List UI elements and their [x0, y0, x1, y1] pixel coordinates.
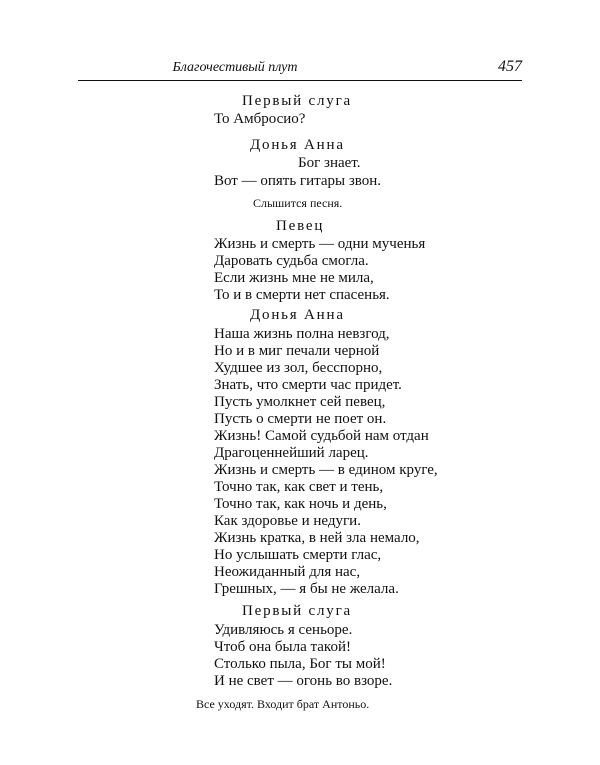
verse-line: Точно так, как ночь и день,	[214, 496, 387, 512]
verse-line: Жизнь и смерть — в едином круге,	[214, 462, 438, 478]
verse-line: Но услышать смерти глас,	[214, 547, 382, 563]
verse-line: Жизнь! Самой судьбой нам отдан	[214, 428, 429, 444]
stage-direction: Слышится песня.	[253, 196, 343, 210]
speaker-name: Донья Анна	[250, 307, 345, 323]
verse-line: Неожиданный для нас,	[214, 564, 361, 580]
verse-line: Удивляюсь я сеньоре.	[214, 622, 353, 638]
page-number: 457	[498, 58, 522, 75]
verse-line: Драгоценнейший ларец.	[214, 445, 369, 461]
verse-line: Но и в миг печали черной	[214, 343, 380, 359]
header-rule	[78, 80, 522, 81]
verse-line: Бог знает.	[298, 155, 361, 171]
verse-line: И не свет — огонь во взоре.	[214, 673, 393, 689]
speaker-name: Певец	[276, 218, 325, 234]
verse-line: Худшее из зол, бесспорно,	[214, 360, 383, 376]
speaker-name: Первый слуга	[242, 603, 352, 619]
speaker-name: Первый слуга	[242, 93, 352, 109]
verse-line: Наша жизнь полна невзгод,	[214, 326, 390, 342]
verse-line: То Амбросио?	[214, 111, 306, 127]
verse-line: Столько пыла, Бог ты мой!	[214, 656, 386, 672]
verse-line: Как здоровье и недуги.	[214, 513, 361, 529]
verse-line: Пусть о смерти не поет он.	[214, 411, 387, 427]
verse-line: Чтоб она была такой!	[214, 639, 351, 655]
verse-line: Жизнь кратка, в ней зла немало,	[214, 530, 420, 546]
stage-direction: Все уходят. Входит брат Антоньо.	[196, 697, 370, 711]
verse-line: Вот — опять гитары звон.	[214, 173, 382, 189]
verse-line: Грешных, — я бы не желала.	[214, 581, 399, 597]
running-title: Благочестивый плут	[172, 60, 298, 75]
speaker-name: Донья Анна	[250, 137, 345, 153]
verse-line: Пусть умолкнет сей певец,	[214, 394, 386, 410]
verse-line: Даровать судьба смогла.	[214, 253, 369, 269]
verse-line: То и в смерти нет спасенья.	[214, 287, 390, 303]
verse-line: Жизнь и смерть — одни мученья	[214, 236, 426, 252]
verse-line: Точно так, как свет и тень,	[214, 479, 384, 495]
verse-line: Знать, что смерти час придет.	[214, 377, 402, 393]
verse-line: Если жизнь мне не мила,	[214, 270, 374, 286]
